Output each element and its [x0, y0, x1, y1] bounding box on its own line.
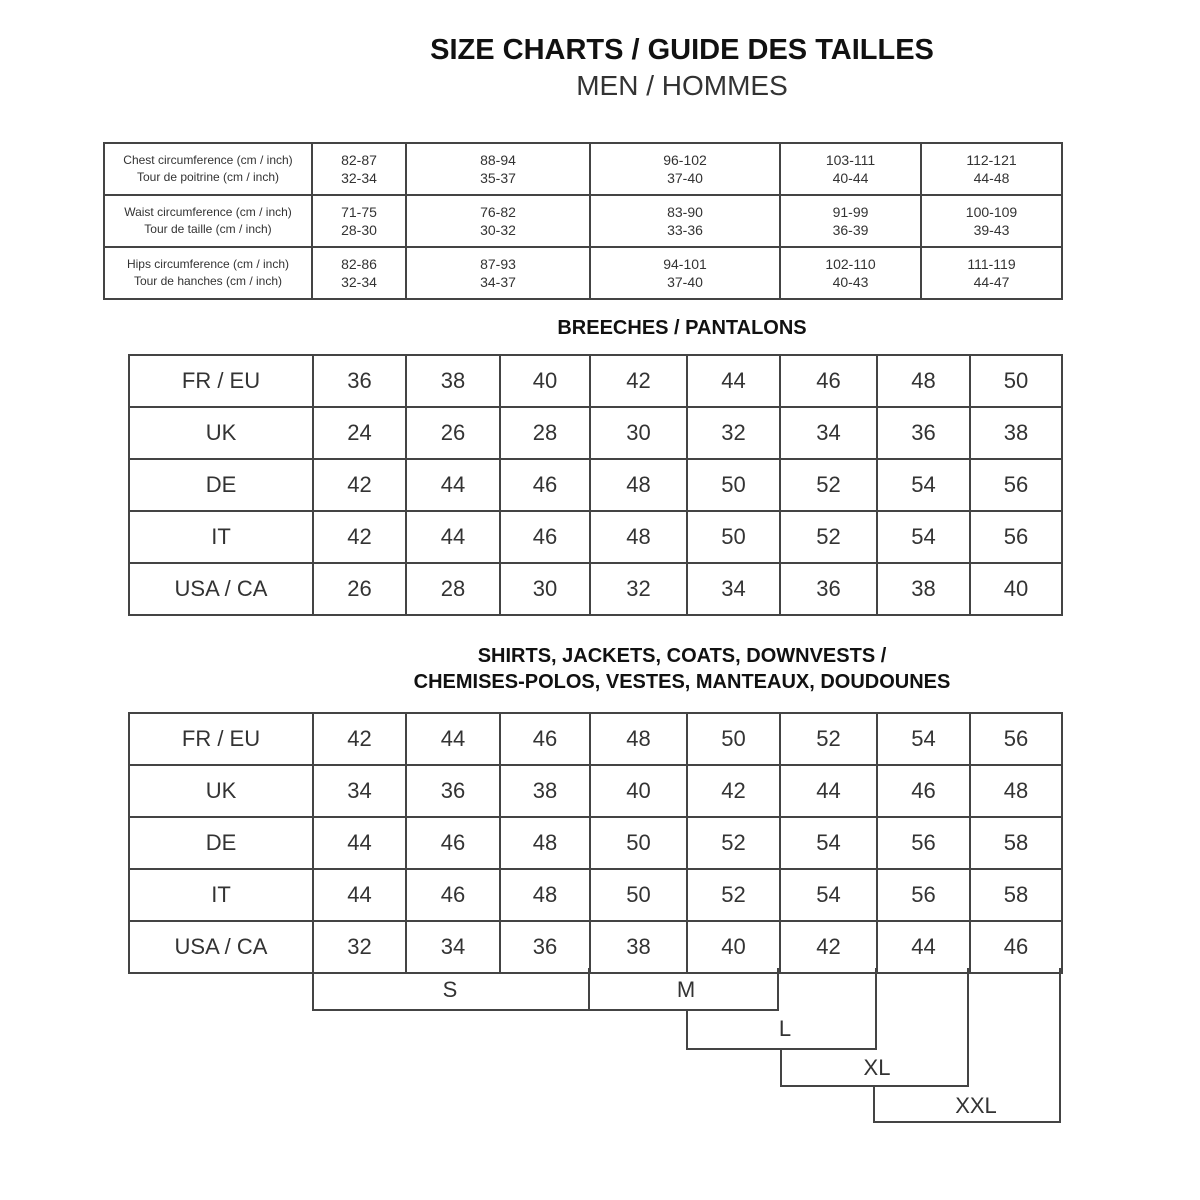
table-cell: 36: [877, 407, 970, 459]
table-cell: 44: [313, 817, 406, 869]
table-cell: 91-99 36-39: [780, 195, 921, 247]
table-cell: 54: [780, 869, 877, 921]
table-cell: 50: [687, 511, 780, 563]
table-cell: 100-109 39-43: [921, 195, 1062, 247]
table-cell: 54: [780, 817, 877, 869]
table-cell: 46: [877, 765, 970, 817]
table-cell: 48: [500, 817, 590, 869]
table-cell: 30: [590, 407, 687, 459]
table-cell: 56: [877, 817, 970, 869]
table-cell: 71-75 28-30: [312, 195, 406, 247]
table-row: [129, 869, 1062, 921]
table-cell: 34: [687, 563, 780, 615]
table-cell: 58: [970, 817, 1062, 869]
size-label-m: M: [676, 977, 696, 1002]
table-row: [129, 817, 1062, 869]
label-en: Hips circumference (cm / inch): [126, 257, 290, 271]
size-label-l: L: [778, 1016, 792, 1041]
row-label: DE: [129, 459, 313, 511]
table-cell: 42: [313, 511, 406, 563]
table-cell: 44: [780, 765, 877, 817]
table-row: [104, 195, 1062, 247]
size-bracket-l-right: [875, 968, 877, 1050]
table-cell: 46: [500, 459, 590, 511]
label-fr: Tour de poitrine (cm / inch): [136, 170, 280, 184]
table-cell: 46: [970, 921, 1062, 973]
table-cell: 96-102 37-40: [590, 143, 780, 195]
table-cell: 44: [406, 511, 500, 563]
row-label: [104, 195, 312, 247]
table-row: [104, 143, 1062, 195]
table-cell: 52: [687, 869, 780, 921]
table-cell: 76-82 30-32: [406, 195, 590, 247]
table-cell: 46: [406, 869, 500, 921]
table-cell: 38: [877, 563, 970, 615]
table-cell: 34: [406, 921, 500, 973]
size-label-xl: XL: [863, 1055, 891, 1080]
table-cell: 44: [406, 713, 500, 765]
size-label-s: S: [442, 977, 458, 1002]
row-label: USA / CA: [129, 563, 313, 615]
shirts-table: [128, 712, 1063, 974]
measurements-table: [103, 142, 1063, 300]
row-label: UK: [129, 765, 313, 817]
table-cell: 32: [313, 921, 406, 973]
table-cell: 103-111 40-44: [780, 143, 921, 195]
table-cell: 28: [406, 563, 500, 615]
table-cell: 26: [313, 563, 406, 615]
table-cell: 28: [500, 407, 590, 459]
table-cell: 32: [590, 563, 687, 615]
table-cell: 54: [877, 713, 970, 765]
table-row: [129, 563, 1062, 615]
table-row: [129, 713, 1062, 765]
table-cell: 50: [970, 355, 1062, 407]
row-label: [104, 143, 312, 195]
table-cell: 40: [970, 563, 1062, 615]
table-cell: 36: [313, 355, 406, 407]
row-label: USA / CA: [129, 921, 313, 973]
table-cell: 88-94 35-37: [406, 143, 590, 195]
label-fr: Tour de taille (cm / inch): [144, 222, 272, 236]
breeches-title: BREECHES / PANTALONS: [557, 317, 807, 339]
label-en: Chest circumference (cm / inch): [123, 153, 293, 167]
table-cell: 44: [687, 355, 780, 407]
shirts-title-line1: SHIRTS, JACKETS, COATS, DOWNVESTS /: [477, 645, 887, 667]
table-cell: 32: [687, 407, 780, 459]
table-cell: 40: [687, 921, 780, 973]
table-cell: 46: [780, 355, 877, 407]
table-cell: 58: [970, 869, 1062, 921]
table-cell: 44: [406, 459, 500, 511]
table-cell: 52: [780, 511, 877, 563]
table-cell: 54: [877, 511, 970, 563]
row-label: FR / EU: [129, 713, 313, 765]
table-cell: 50: [687, 713, 780, 765]
label-fr: Tour de hanches (cm / inch): [133, 274, 283, 288]
row-label: UK: [129, 407, 313, 459]
page-subtitle: MEN / HOMMES: [576, 70, 788, 101]
table-row: [129, 459, 1062, 511]
row-label: [104, 247, 312, 299]
table-cell: 83-90 33-36: [590, 195, 780, 247]
table-cell: 56: [877, 869, 970, 921]
table-cell: 112-121 44-48: [921, 143, 1062, 195]
table-cell: 50: [590, 869, 687, 921]
table-cell: 36: [780, 563, 877, 615]
table-cell: 94-101 37-40: [590, 247, 780, 299]
table-cell: 48: [590, 713, 687, 765]
table-cell: 44: [313, 869, 406, 921]
table-cell: 36: [500, 921, 590, 973]
table-cell: 42: [590, 355, 687, 407]
table-cell: 30: [500, 563, 590, 615]
table-cell: 111-119 44-47: [921, 247, 1062, 299]
table-cell: 36: [406, 765, 500, 817]
table-cell: 34: [780, 407, 877, 459]
row-label: IT: [129, 511, 313, 563]
table-cell: 38: [590, 921, 687, 973]
size-bracket-xl-right: [967, 968, 969, 1087]
table-row: [129, 921, 1062, 973]
label-en: Waist circumference (cm / inch): [124, 205, 292, 219]
table-cell: 26: [406, 407, 500, 459]
row-label: IT: [129, 869, 313, 921]
table-cell: 56: [970, 459, 1062, 511]
table-cell: 48: [970, 765, 1062, 817]
table-cell: 48: [877, 355, 970, 407]
table-cell: 46: [500, 713, 590, 765]
table-cell: 54: [877, 459, 970, 511]
table-cell: 50: [687, 459, 780, 511]
table-cell: 42: [687, 765, 780, 817]
table-row: [129, 765, 1062, 817]
table-cell: 46: [406, 817, 500, 869]
table-cell: 34: [313, 765, 406, 817]
table-cell: 48: [590, 459, 687, 511]
table-cell: 24: [313, 407, 406, 459]
table-cell: 52: [780, 459, 877, 511]
table-cell: 42: [780, 921, 877, 973]
table-cell: 50: [590, 817, 687, 869]
shirts-title-line2: CHEMISES-POLOS, VESTES, MANTEAUX, DOUDOUNES: [413, 671, 951, 693]
table-cell: 38: [970, 407, 1062, 459]
table-cell: 82-86 32-34: [312, 247, 406, 299]
row-label: FR / EU: [129, 355, 313, 407]
table-cell: 40: [590, 765, 687, 817]
row-label: DE: [129, 817, 313, 869]
table-cell: 48: [590, 511, 687, 563]
table-cell: 52: [780, 713, 877, 765]
table-row: [104, 247, 1062, 299]
table-row: [129, 511, 1062, 563]
table-cell: 40: [500, 355, 590, 407]
table-cell: 48: [500, 869, 590, 921]
page-title: SIZE CHARTS / GUIDE DES TAILLES: [430, 34, 934, 66]
table-cell: 42: [313, 713, 406, 765]
table-cell: 38: [500, 765, 590, 817]
size-bracket-xxl-right: [1059, 968, 1061, 1123]
table-cell: 87-93 34-37: [406, 247, 590, 299]
table-cell: 82-87 32-34: [312, 143, 406, 195]
table-cell: 42: [313, 459, 406, 511]
table-cell: 44: [877, 921, 970, 973]
shirts-title: [330, 643, 1034, 695]
table-cell: 46: [500, 511, 590, 563]
breeches-table: [128, 354, 1063, 616]
table-cell: 56: [970, 713, 1062, 765]
table-row: [129, 355, 1062, 407]
table-row: [129, 407, 1062, 459]
table-cell: 52: [687, 817, 780, 869]
table-cell: 38: [406, 355, 500, 407]
table-cell: 56: [970, 511, 1062, 563]
size-label-xxl: XXL: [955, 1093, 997, 1118]
table-cell: 102-110 40-43: [780, 247, 921, 299]
